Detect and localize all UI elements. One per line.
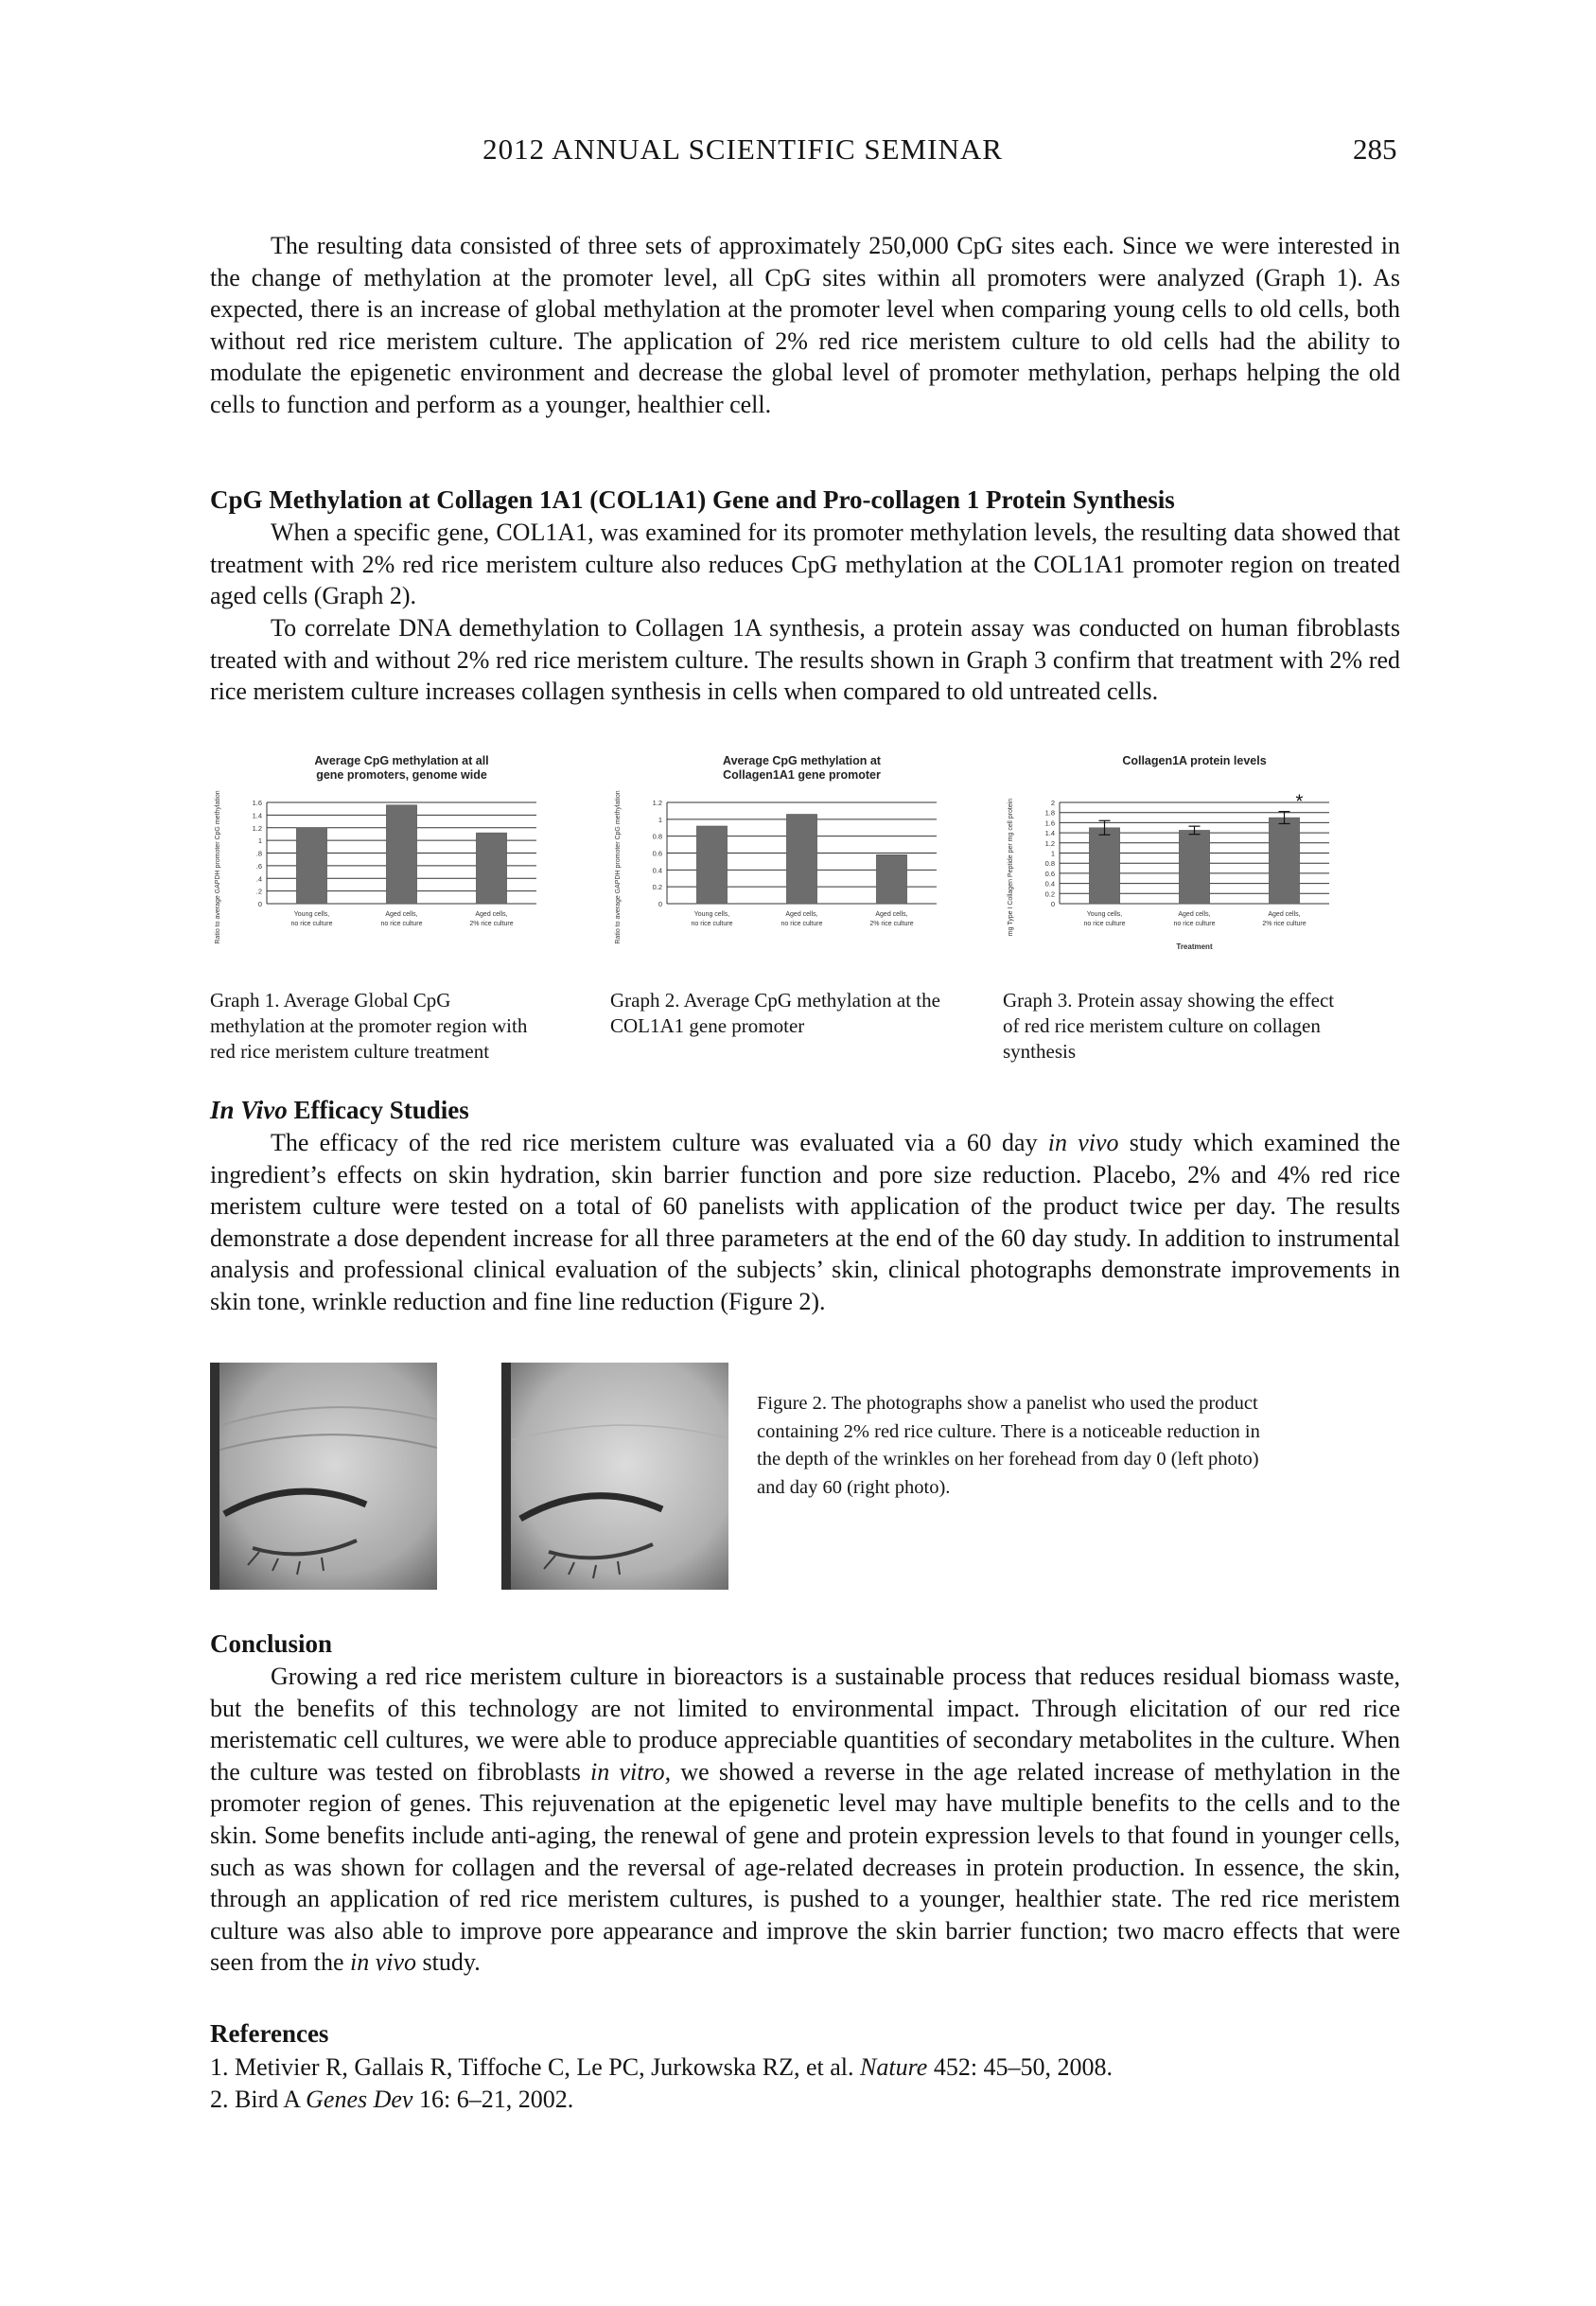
page-number: 285 <box>1353 132 1397 166</box>
y-axis-label: Ratio to average GAPDH promoter CpG methylation <box>615 790 622 944</box>
section-heading-invivo <box>210 1096 469 1125</box>
y-tick-label: 1.6 <box>1044 819 1055 828</box>
y-tick-label: 0.2 <box>1044 889 1055 899</box>
chart-graph-2 <box>610 748 951 960</box>
category-label: no rice culture <box>290 921 333 927</box>
y-tick-label: 1.4 <box>252 811 262 820</box>
category-label: no rice culture <box>780 921 823 927</box>
chart-graph-1 <box>210 748 551 960</box>
conclusion-italic-2: in vivo <box>350 1948 417 1977</box>
conclusion-paragraph <box>210 1661 1400 1979</box>
reference-2-details: 16: 6–21, 2002. <box>412 2086 574 2113</box>
intro-paragraph: The resulting data consisted of three sets of approximately 250,000 CpG sites each. Since we were interested in the change of methylation at the promoter level, all CpG sites within all promoters were analyzed (Graph 1). As expected, there is an increase of global methylation at the promoter level when comparing young cells to old cells, both without red rice meristem culture. The application of 2% red rice meristem culture to old cells had the ability to modulate the epigenetic environment and decrease the global level of promoter methylation, perhaps helping the old cells to function and perform as a younger, healthier cell. <box>210 232 1400 418</box>
reference-1-journal: Nature <box>860 2053 928 2081</box>
col1a1-paragraph-1: When a specific gene, COL1A1, was examined for its promoter methylation levels, the resulting data showed that treatment with 2% red rice meristem culture also reduces CpG methylation at the COL1A1 promoter region on treated aged cells (Graph 2). <box>210 519 1400 610</box>
chart-title: Average CpG methylation at <box>723 754 881 767</box>
y-tick-label: 1.2 <box>652 799 662 807</box>
reference-2 <box>210 2084 1400 2116</box>
y-tick-label: 0 <box>658 900 662 908</box>
y-tick-label: .8 <box>255 849 262 858</box>
category-label: no rice culture <box>691 921 733 927</box>
section-heading-references: References <box>210 2019 329 2048</box>
invivo-paragraph <box>210 1127 1400 1318</box>
y-tick-label: 1.8 <box>1044 808 1055 818</box>
y-tick-label: 0 <box>1050 900 1055 908</box>
chart-graph-3-svg <box>1003 748 1343 960</box>
invivo-text-1: The efficacy of the red rice meristem culture was evaluated via a 60 day <box>271 1129 1048 1156</box>
y-tick-label: 1.2 <box>1044 838 1055 848</box>
figure-2-caption: Figure 2. The photographs show a panelist who used the product containing 2% red rice culture. There is a noticeable reduction in the depth of the wrinkles on her forehead from day 0 (left photo) and day 60 (right photo). <box>757 1393 1260 1498</box>
bar <box>1179 830 1209 904</box>
photo-day-60 <box>501 1363 728 1590</box>
bar <box>696 826 727 904</box>
y-tick-label: 0.6 <box>1044 869 1055 878</box>
chart-title: Collagen1A1 gene promoter <box>723 768 881 782</box>
chart-title: Average CpG methylation at all <box>314 754 489 767</box>
category-label: 2% rice culture <box>869 921 914 927</box>
y-tick-label: .2 <box>255 887 262 896</box>
bar <box>1269 818 1299 904</box>
y-axis-label: Ratio to average GAPDH promoter CpG methylation <box>215 790 221 944</box>
category-label: no rice culture <box>1173 921 1216 927</box>
y-tick-label: 1 <box>1050 849 1055 858</box>
category-label: Young cells, <box>1086 911 1123 918</box>
category-label: Aged cells, <box>475 911 508 918</box>
chart-graph-2-svg <box>610 748 951 960</box>
y-tick-label: 1.4 <box>1044 829 1055 838</box>
chart-title: gene promoters, genome wide <box>316 768 487 782</box>
category-label: 2% rice culture <box>1262 921 1307 927</box>
references-list <box>210 2051 1400 2116</box>
invivo-text-italic: in vivo <box>1047 1129 1119 1156</box>
y-tick-label: 0.2 <box>652 883 662 892</box>
chart-graph-3 <box>1003 748 1343 960</box>
category-label: Aged cells, <box>1268 911 1301 918</box>
category-label: Aged cells, <box>385 911 418 918</box>
reference-1-authors: 1. Metivier R, Gallais R, Tiffoche C, Le PC, Jurkowska RZ, et al. <box>210 2053 861 2081</box>
bar <box>1089 828 1119 904</box>
chart-graph-1-svg <box>210 748 551 960</box>
bar <box>786 814 816 904</box>
reference-2-authors: 2. Bird A <box>210 2086 307 2113</box>
y-tick-label: 0.6 <box>652 849 662 858</box>
graph-1-caption: Graph 1. Average Global CpG methylation at the promoter region with red rice meristem culture treatment <box>210 989 528 1063</box>
y-tick-label: 1.2 <box>252 823 262 833</box>
category-label: Young cells, <box>693 911 730 918</box>
category-label: no rice culture <box>380 921 423 927</box>
x-axis-label: Treatment <box>1176 942 1213 951</box>
y-tick-label: .4 <box>255 874 262 884</box>
bar <box>386 805 416 904</box>
conclusion-italic-1: in vitro, <box>590 1757 672 1786</box>
y-tick-label: 0.8 <box>652 832 662 841</box>
y-tick-label: 1 <box>658 815 662 824</box>
reference-2-journal: Genes Dev <box>306 2086 413 2113</box>
y-tick-label: 0 <box>257 900 262 908</box>
heading-invivo-rest: Efficacy Studies <box>287 1096 469 1124</box>
category-label: Aged cells, <box>875 911 908 918</box>
conclusion-text-3: study. <box>416 1948 481 1977</box>
bar <box>296 828 326 904</box>
category-label: no rice culture <box>1083 921 1126 927</box>
reference-1 <box>210 2051 1400 2084</box>
heading-invivo-italic: In Vivo <box>210 1096 288 1124</box>
y-tick-label: 1.6 <box>252 799 262 807</box>
y-axis-label: mg Type I Collagen Peptide per mg cell protein <box>1008 798 1014 937</box>
y-tick-label: 0.4 <box>1044 879 1055 889</box>
invivo-text-2: study which examined the ingredient’s effects on skin hydration, skin barrier function and pore size reduction. Placebo, 2% and 4% red rice meristem culture were tested on a total of 60 panelists with application of the product twice per day. The results demonstrate a dose dependent increase for all three parameters at the end of the 60 day study. In addition to instrumental analysis and professional clinical evaluation of the subjects’ skin, clinical photographs demonstrate improvements in skin tone, wrinkle reduction and fine line reduction (Figure 2). <box>210 1129 1401 1315</box>
reference-1-details: 452: 45–50, 2008. <box>927 2053 1114 2081</box>
category-label: 2% rice culture <box>469 921 514 927</box>
graph-2-caption: Graph 2. Average CpG methylation at the COL1A1 gene promoter <box>610 989 940 1037</box>
bar <box>476 833 506 904</box>
col1a1-paragraph-2: To correlate DNA demethylation to Collagen 1A synthesis, a protein assay was conducted on human fibroblasts treated with and without 2% red rice meristem culture. The results shown in Graph 3 confirm that treatment with 2% red rice meristem culture increases collagen synthesis in cells when compared to old untreated cells. <box>210 614 1400 706</box>
y-tick-label: .6 <box>255 861 262 871</box>
photo-day-0 <box>210 1363 437 1590</box>
bar <box>876 854 906 904</box>
conclusion-text-2: we showed a reverse in the age related increase of methylation in the promoter region of genes. This rejuvenation at the epigenetic level may have multiple benefits to the cells and to the skin. Some benefits include anti-aging, the renewal of gene and protein expression levels to that found in younger cells, such as was shown for collagen and the reversal of age-related decreases in protein production. In essence, the skin, through an application of red rice meristem cultures, is pushed to a younger, healthier state. The red rice meristem culture was also able to improve pore appearance and improve the skin barrier function; two macro effects that were seen from the <box>210 1757 1400 1977</box>
category-label: Aged cells, <box>1178 911 1211 918</box>
significance-marker: * <box>1295 791 1304 813</box>
section-heading-conclusion: Conclusion <box>210 1629 333 1658</box>
category-label: Young cells, <box>293 911 330 918</box>
y-tick-label: 0.8 <box>1044 859 1055 869</box>
y-tick-label: 0.4 <box>652 866 662 875</box>
graph-3-caption: Graph 3. Protein assay showing the effect of red rice meristem culture on collagen synthesis <box>1003 989 1335 1063</box>
running-header: 2012 ANNUAL SCIENTIFIC SEMINAR <box>482 132 1003 166</box>
conclusion-text-1: Growing a red rice meristem culture in bioreactors is a sustainable process that reduces residual biomass waste, but the benefits of this technology are not limited to environmental impact. Through elicitation of our red rice meristematic cell cultures, we were able to produce appreciable quantities of secondary metabolites in the culture. When the culture was tested on fibroblasts <box>210 1663 1400 1786</box>
category-label: Aged cells, <box>785 911 818 918</box>
y-tick-label: 1 <box>257 836 262 846</box>
section-heading-col1a1: CpG Methylation at Collagen 1A1 (COL1A1) Gene and Pro-collagen 1 Protein Synthesis <box>210 485 1175 514</box>
chart-title: Collagen1A protein levels <box>1122 754 1267 767</box>
y-tick-label: 2 <box>1050 799 1055 807</box>
